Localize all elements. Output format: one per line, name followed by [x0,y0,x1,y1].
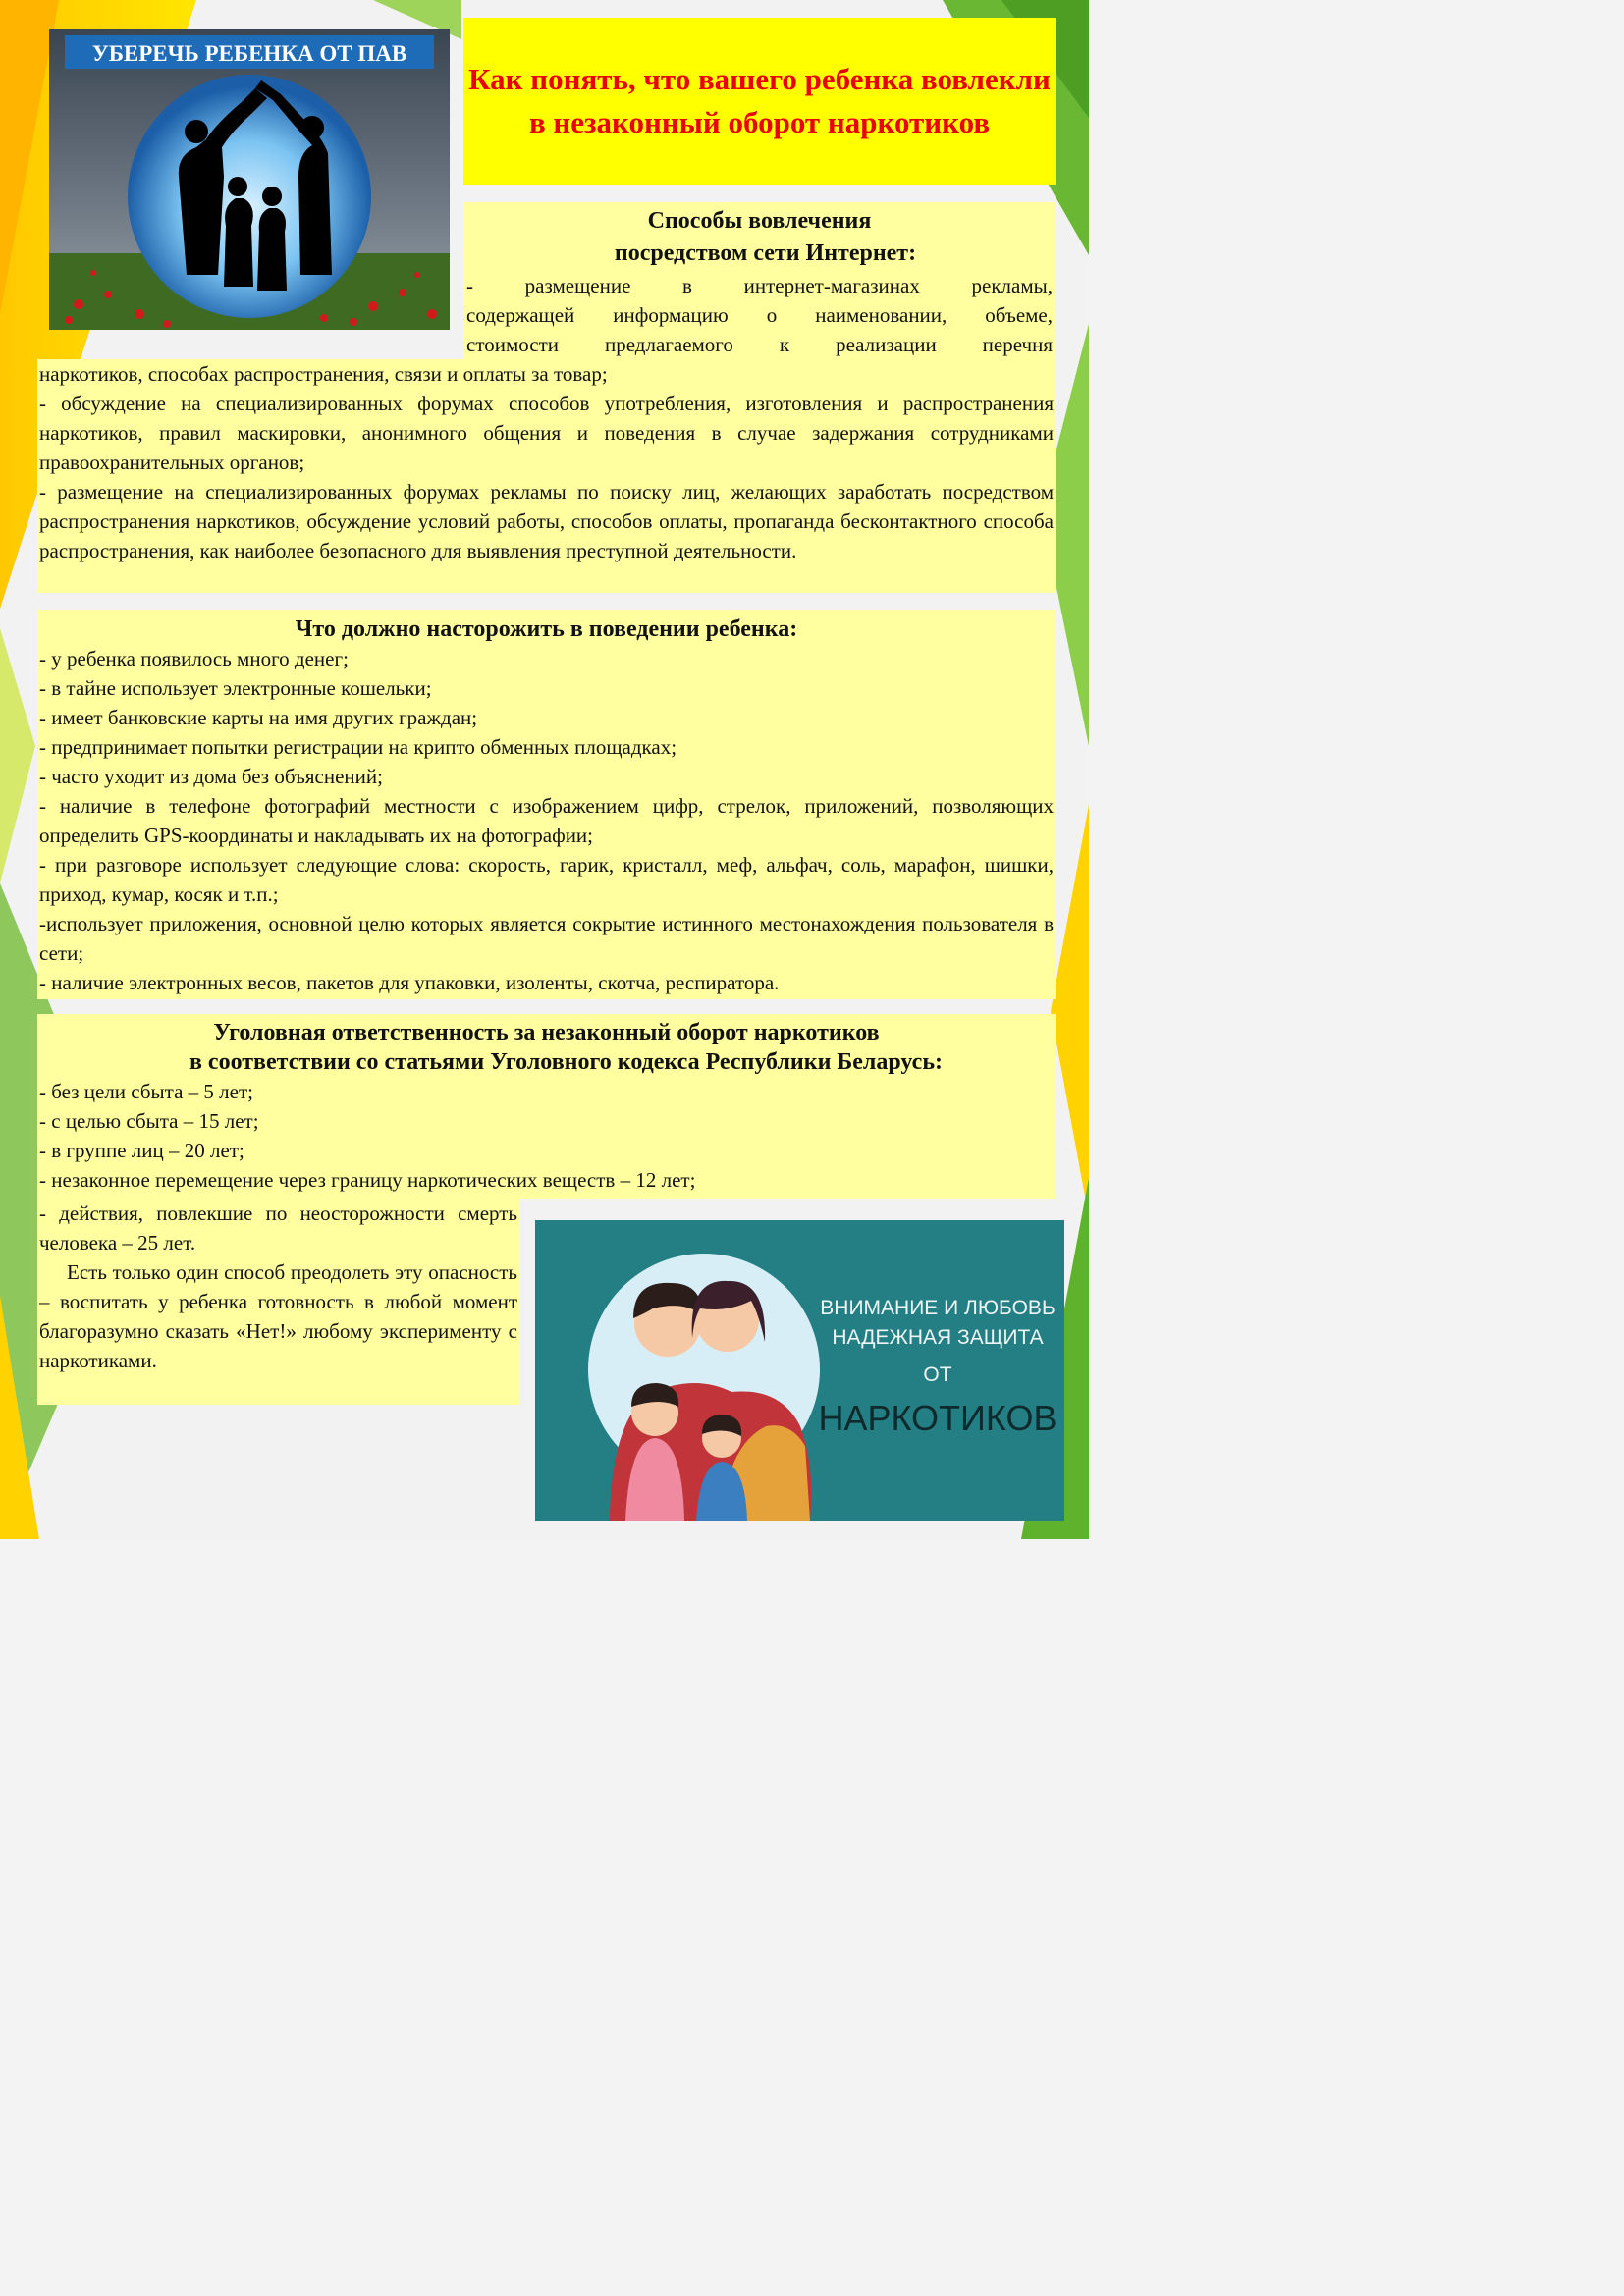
section3-heading2: в соответствии со статьями Уголовного кодекса Республики Беларусь: [189,1049,944,1075]
section-liability-left [37,1199,519,1405]
liability-item: - без цели сбыта – 5 лет; [39,1080,253,1103]
liability-item: - незаконное перемещение через границу наркотических веществ – 12 лет; [39,1168,696,1192]
section-behavior [37,610,1056,999]
slogan-line3: ОТ [923,1363,952,1386]
section-liability [37,1014,1056,1199]
banner-text: УБЕРЕЧЬ РЕБЕНКА ОТ ПАВ [91,41,407,66]
family-protection-image [49,29,450,330]
section1-heading2: посредством сети Интернет: [614,240,917,266]
behavior-item: - часто уходит из дома без объяснений; [39,765,383,788]
section1-item2: - обсуждение на специализированных форумах способов употребления, изготовления и распространения наркотиков, правил маскировки, анонимного общения и поведения в случае задержания сотрудниками правоохранительных органов; [39,392,1054,474]
behavior-item: - имеет банковские карты на имя других граждан; [39,706,478,729]
behavior-item: - наличие в телефоне фотографий местности с изображением цифр, стрелок, приложений, позволяющих определить GPS-координаты и накладывать их на фотографии; [39,794,1054,847]
closing-text: Есть только один способ преодолеть эту опасность – воспитать у ребенка готовность в любой момент благоразумно сказать «Нет!» любому эксперименту с наркотиками. [39,1260,517,1372]
section1-item1-line3: стоимости предлагаемого к реализации перечня [466,333,1053,356]
love-protection-image [535,1220,1064,1521]
behavior-item: - в тайне использует электронные кошельки; [39,676,432,700]
section1-heading1: Способы вовлечения [647,208,872,234]
section1-item1-line1: - размещение в интернет-магазинах рекламы, [466,274,1053,297]
slogan-line4: НАРКОТИКОВ [818,1398,1057,1438]
liability-item: - в группе лиц – 20 лет; [39,1139,244,1162]
section3-heading1: Уголовная ответственность за незаконный оборот наркотиков [213,1020,880,1045]
slogan-line1: ВНИМАНИЕ И ЛЮБОВЬ [820,1297,1056,1319]
behavior-item: - у ребенка появилось много денег; [39,647,349,670]
behavior-item: -использует приложения, основной целю которых является сокрытие истинного местонахождения пользователя в сети; [39,912,1054,965]
section1-item1-line2: содержащей информацию о наименовании, объеме, [466,303,1053,327]
page-title: Как понять, что вашего ребенка вовлекли в незаконный оборот наркотиков [468,62,1051,139]
behavior-item: - при разговоре использует следующие слова: скорость, гарик, кристалл, меф, альфач, соль, марафон, шишки, приход, кумар, косяк и т.п.; [39,853,1054,906]
section1-item1-line4: наркотиков, способах распространения, связи и оплаты за товар; [39,362,608,386]
section2-heading: Что должно насторожить в поведении ребенка: [295,616,798,642]
behavior-item: - предпринимает попытки регистрации на крипто обменных площадках; [39,735,677,759]
liability-item-5: - действия, повлекшие по неосторожности смерть человека – 25 лет. [39,1201,517,1255]
title-box [463,18,1056,185]
behavior-item: - наличие электронных весов, пакетов для упаковки, изоленты, скотча, респиратора. [39,971,780,994]
section1-item3: - размещение на специализированных форумах рекламы по поиску лиц, желающих заработать посредством распространения наркотиков, обсуждение условий работы, способов оплаты, пропаганда бесконтактного способа распространения, как наиболее безопасного для выявления преступной деятельности. [39,480,1054,562]
slogan-line2: НАДЕЖНАЯ ЗАЩИТА [832,1326,1044,1349]
liability-item: - с целью сбыта – 15 лет; [39,1109,259,1133]
